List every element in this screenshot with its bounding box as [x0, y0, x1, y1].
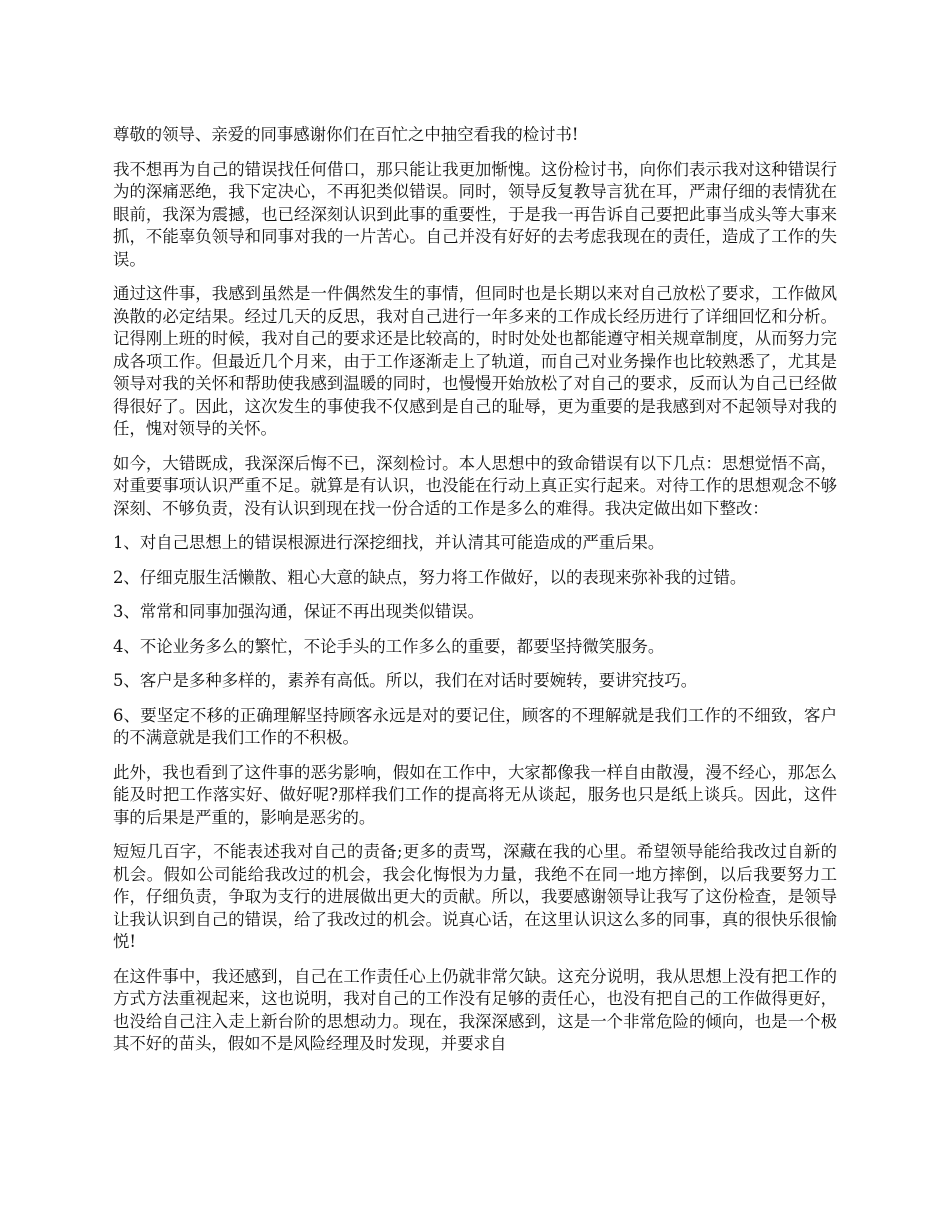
greeting-paragraph: 尊敬的领导、亲爱的同事感谢你们在百忙之中抽空看我的检讨书! [113, 125, 579, 144]
list-item-4: 4、不论业务多么的繁忙，不论手头的工作多么的重要，都要坚持微笑服务。 [113, 636, 665, 656]
body-paragraph: 通过这件事，我感到虽然是一件偶然发生的事情，但同时也是长期以来对自己放松了要求，工作做风涣散的必定结果。经过几天的反思，我对自己进行一年多来的工作成长经历进行了详细回忆和分析。记得刚上班的时候，我对自己的要求还是比较高的，时时处处也都能遵守相关规章制度，从而努力完成各项工作。但最近几个月来，由于工作逐渐走上了轨道，而自己对业务操作也比较熟悉了，尤其是领导对我的关怀和帮助使我感到温暖的同时，也慢慢开始放松了对自己的要求，反而认为自己已经做得很好了。因此，这次发生的事使我不仅感到是自己的耻辱，更为重要的是我感到对不起领导对我的任，愧对领导的关怀。 [113, 284, 837, 438]
body-paragraph: 如今，大错既成，我深深后悔不已，深刻检讨。本人思想中的致命错误有以下几点：思想觉悟不高，对重要事项认识严重不足。就算是有认识，也没能在行动上真正实行起来。对待工作的思想观念不够深刻、不够负责，没有认识到现在找一份合适的工作是多么的难得。我决定做出如下整改： [113, 453, 837, 518]
document-page [113, 124, 837, 1068]
list-item-3: 3、常常和同事加强沟通，保证不再出现类似错误。 [113, 602, 485, 621]
body-paragraph: 我不想再为自己的错误找任何借口，那只能让我更加惭愧。这份检讨书，向你们表示我对这种错误行为的深痛恶绝，我下定决心，不再犯类似错误。同时，领导反复教导言犹在耳，严肃仔细的表情犹在眼前，我深为震撼，也已经深刻认识到此事的重要性，于是我一再告诉自己要把此事当成头等大事来抓，不能辜负领导和同事对我的一片苦心。自己并没有好好的去考虑我现在的责任，造成了工作的失误。 [113, 159, 837, 269]
body-paragraph: 在这件事中，我还感到，自己在工作责任心上仍就非常欠缺。这充分说明，我从思想上没有把工作的方式方法重视起来，这也说明，我对自己的工作没有足够的责任心，也没有把自己的工作做得更好，也没给自己注入走上新台阶的思想动力。现在，我深深感到，这是一个非常危险的倾向，也是一个极其不好的苗头，假如不是风险经理及时发现，并要求自 [113, 966, 837, 1053]
list-item-6: 6、要坚定不移的正确理解坚持顾客永远是对的要记住，顾客的不理解就是我们工作的不细致，客户的不满意就是我们工作的不积极。 [113, 705, 837, 747]
body-paragraph: 短短几百字，不能表述我对自己的责备;更多的责骂，深藏在我的心里。希望领导能给我改过自新的机会。假如公司能给我改过的机会，我会化悔恨为力量，我绝不在同一地方摔倒，以后我要努力工作，仔细负责，争取为支行的进展做出更大的贡献。所以，我要感谢领导让我写了这份检查，是领导让我认识到自己的错误，给了我改过的机会。说真心话，在这里认识这么多的同事，真的很快乐很愉悦! [113, 842, 837, 951]
list-item-2: 2、仔细克服生活懒散、粗心大意的缺点，努力将工作做好，以的表现来弥补我的过错。 [113, 567, 747, 587]
body-paragraph: 此外，我也看到了这件事的恶劣影响，假如在工作中，大家都像我一样自由散漫，漫不经心，那怎么能及时把工作落实好、做好呢?那样我们工作的提高将无从谈起，服务也只是纸上谈兵。因此，这件事的后果是严重的，影响是恶劣的。 [113, 762, 837, 827]
list-item-1: 1、对自己思想上的错误根源进行深挖细找，并认清其可能造成的严重后果。 [113, 533, 665, 552]
list-item-5: 5、客户是多种多样的，素养有高低。所以，我们在对话时要婉转，要讲究技巧。 [113, 671, 698, 690]
